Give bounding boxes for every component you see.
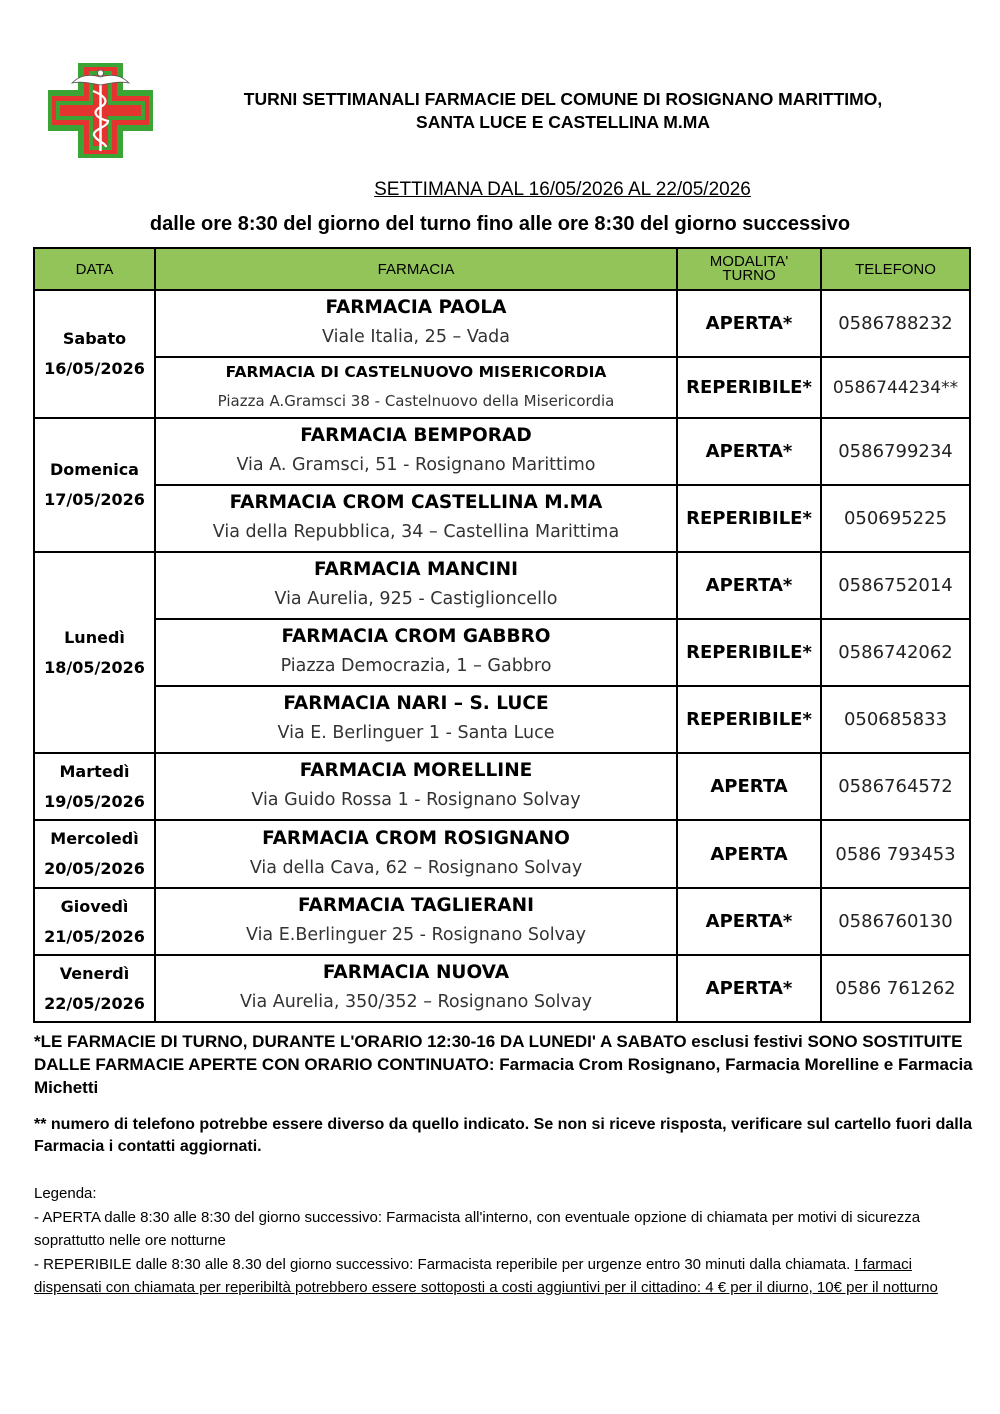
table-row bbox=[34, 888, 970, 955]
pharmacy-cell bbox=[155, 418, 677, 485]
day-date: 21/05/2026 bbox=[44, 926, 145, 946]
pharmacy-name: FARMACIA BEMPORAD bbox=[300, 425, 532, 446]
pharmacy-cell bbox=[155, 619, 677, 686]
table-row bbox=[34, 753, 970, 820]
pharmacy-cell bbox=[155, 357, 677, 418]
day-date: 18/05/2026 bbox=[44, 657, 145, 677]
header-mode bbox=[677, 248, 821, 290]
phone-number: 0586 793453 bbox=[821, 820, 970, 888]
date-cell bbox=[34, 753, 155, 820]
day-name: Giovedì bbox=[60, 896, 129, 916]
pharmacy-name: FARMACIA CROM GABBRO bbox=[281, 626, 551, 647]
legend bbox=[34, 1182, 954, 1300]
phone-number: 0586742062 bbox=[821, 619, 970, 686]
date-cell bbox=[34, 955, 155, 1022]
day-name: Lunedì bbox=[64, 627, 125, 647]
table-row bbox=[34, 290, 970, 357]
date-cell bbox=[34, 552, 155, 753]
pharmacy-cell bbox=[155, 888, 677, 955]
pharmacy-name: FARMACIA PAOLA bbox=[325, 297, 507, 318]
phone-number: 0586 761262 bbox=[821, 955, 970, 1022]
pharmacy-name: FARMACIA MORELLINE bbox=[299, 760, 533, 781]
table-row bbox=[34, 357, 970, 418]
pharmacy-cell bbox=[155, 820, 677, 888]
day-date: 20/05/2026 bbox=[44, 859, 145, 878]
shifts-table bbox=[33, 247, 971, 1023]
pharmacy-name: FARMACIA NARI – S. LUCE bbox=[283, 693, 549, 714]
shift-mode: APERTA bbox=[677, 820, 821, 888]
date-cell bbox=[34, 418, 155, 552]
day-date: 17/05/2026 bbox=[44, 490, 145, 509]
day-name: Domenica bbox=[50, 460, 139, 479]
pharmacy-address: Via E.Berlinguer 25 - Rosignano Solvay bbox=[245, 925, 587, 945]
pharmacy-cell bbox=[155, 552, 677, 619]
pharmacy-cell bbox=[155, 290, 677, 357]
header-date: DATA bbox=[34, 248, 155, 290]
table-row bbox=[34, 955, 970, 1022]
phone-number: 0586764572 bbox=[821, 753, 970, 820]
pharmacy-address: Piazza A.Gramsci 38 - Castelnuovo della Misericordia bbox=[217, 392, 615, 410]
phone-number: 0586788232 bbox=[821, 290, 970, 357]
shift-hours: dalle ore 8:30 del giorno del turno fino alle ore 8:30 del giorno successivo bbox=[149, 213, 851, 235]
phone-number: 0586752014 bbox=[821, 552, 970, 619]
header-mode-line2: TURNO bbox=[722, 267, 776, 284]
pharmacy-address: Viale Italia, 25 – Vada bbox=[322, 327, 510, 347]
pharmacy-address: Via Guido Rossa 1 - Rosignano Solvay bbox=[251, 790, 581, 810]
day-date: 16/05/2026 bbox=[44, 359, 145, 378]
shift-mode: APERTA* bbox=[677, 552, 821, 619]
pharmacy-name: FARMACIA MANCINI bbox=[313, 559, 519, 580]
phone-number: 050695225 bbox=[821, 485, 970, 552]
pharmacy-address: Via A. Gramsci, 51 - Rosignano Marittimo bbox=[236, 455, 596, 475]
document-title bbox=[158, 88, 968, 134]
phone-number: 050685833 bbox=[821, 686, 970, 753]
shift-mode: APERTA* bbox=[677, 418, 821, 485]
pharmacy-cell bbox=[155, 686, 677, 753]
pharmacy-address: Via della Cava, 62 – Rosignano Solvay bbox=[249, 857, 583, 878]
date-cell bbox=[34, 290, 155, 418]
table-row bbox=[34, 552, 970, 619]
date-cell bbox=[34, 820, 155, 888]
day-date: 19/05/2026 bbox=[44, 791, 145, 811]
table-row bbox=[34, 686, 970, 753]
header-pharmacy: FARMACIA bbox=[155, 248, 677, 290]
shift-mode: REPERIBILE* bbox=[677, 357, 821, 418]
phone-number: 0586744234** bbox=[821, 357, 970, 418]
shift-mode: REPERIBILE* bbox=[677, 686, 821, 753]
pharmacy-address: Via E. Berlinguer 1 - Santa Luce bbox=[277, 723, 555, 743]
pharmacy-name: FARMACIA DI CASTELNUOVO MISERICORDIA bbox=[225, 363, 607, 381]
title-line-1: TURNI SETTIMANALI FARMACIE DEL COMUNE DI ROSIGNANO MARITTIMO, bbox=[243, 89, 883, 109]
shift-mode: APERTA bbox=[677, 753, 821, 820]
pharmacy-address: Via Aurelia, 350/352 – Rosignano Solvay bbox=[240, 992, 592, 1012]
legend-reperibile bbox=[34, 1253, 954, 1300]
legend-title: Legenda: bbox=[34, 1185, 97, 1202]
header-mode-line1: MODALITA' bbox=[709, 253, 789, 270]
pharmacy-cell bbox=[155, 485, 677, 552]
pharmacy-address: Via Aurelia, 925 - Castiglioncello bbox=[274, 589, 558, 609]
phone-number: 0586760130 bbox=[821, 888, 970, 955]
date-cell bbox=[34, 888, 155, 955]
day-name: Mercoledì bbox=[50, 829, 139, 848]
table-row bbox=[34, 820, 970, 888]
shift-mode: APERTA* bbox=[677, 888, 821, 955]
pharmacy-cell bbox=[155, 753, 677, 820]
pharmacy-cell bbox=[155, 955, 677, 1022]
pharmacy-name: FARMACIA CROM ROSIGNANO bbox=[262, 827, 570, 849]
pharmacy-name: FARMACIA TAGLIERANI bbox=[298, 895, 534, 916]
header-phone: TELEFONO bbox=[821, 248, 970, 290]
shift-mode: APERTA* bbox=[677, 955, 821, 1022]
week-range: SETTIMANA DAL 16/05/2026 AL 22/05/2026 bbox=[374, 179, 751, 200]
note-phone-disclaimer: ** numero di telefono potrebbe essere diverso da quello indicato. Se non si riceve risposta, verificare sul cartello fuori dalla Farmacia i contatti aggiornati. bbox=[34, 1116, 973, 1155]
pharmacy-cross-logo bbox=[48, 63, 153, 158]
legend-aperta: - APERTA dalle 8:30 alle 8:30 del giorno successivo: Farmacista all'interno, con eventuale opzione di chiamata per motivi di sicurezza soprattutto nelle ore notturne bbox=[34, 1208, 921, 1249]
shift-mode: REPERIBILE* bbox=[677, 485, 821, 552]
shift-mode: REPERIBILE* bbox=[677, 619, 821, 686]
pharmacy-name: FARMACIA CROM CASTELLINA M.MA bbox=[229, 492, 603, 513]
table-row bbox=[34, 418, 970, 485]
pharmacy-address: Via della Repubblica, 34 – Castellina Marittima bbox=[212, 522, 620, 542]
shift-mode: APERTA* bbox=[677, 290, 821, 357]
table-row bbox=[34, 619, 970, 686]
phone-number: 0586799234 bbox=[821, 418, 970, 485]
title-line-2: SANTA LUCE E CASTELLINA M.MA bbox=[416, 112, 710, 132]
table-header-row bbox=[34, 248, 970, 290]
day-date: 22/05/2026 bbox=[44, 993, 145, 1013]
legend-reperibile-text: - REPERIBILE dalle 8:30 alle 8.30 del giorno successivo: Farmacista reperibile per urgenze entro 30 minuti dalla chiamata. bbox=[34, 1255, 851, 1273]
day-name: Venerdì bbox=[59, 963, 130, 983]
legend-costi: I farmaci dispensati con chiamata per reperibiltà potrebbero essere sottoposti a costi aggiuntivi per il cittadino: 4 € per il diurno, 10€ per il notturno bbox=[34, 1255, 938, 1296]
day-name: Martedì bbox=[59, 761, 130, 781]
day-name: Sabato bbox=[62, 329, 127, 348]
note-continuous-hours: *LE FARMACIE DI TURNO, DURANTE L'ORARIO 12:30-16 DA LUNEDI' A SABATO esclusi festivi SONO SOSTITUITE DALLE FARMACIE APERTE CON ORARIO CONTINUATO: Farmacia Crom Rosignano, Farmacia Morelline e Farmacia Michetti bbox=[34, 1032, 973, 1097]
pharmacy-name: FARMACIA NUOVA bbox=[322, 962, 510, 983]
table-row bbox=[34, 485, 970, 552]
pharmacy-address: Piazza Democrazia, 1 – Gabbro bbox=[280, 656, 552, 676]
